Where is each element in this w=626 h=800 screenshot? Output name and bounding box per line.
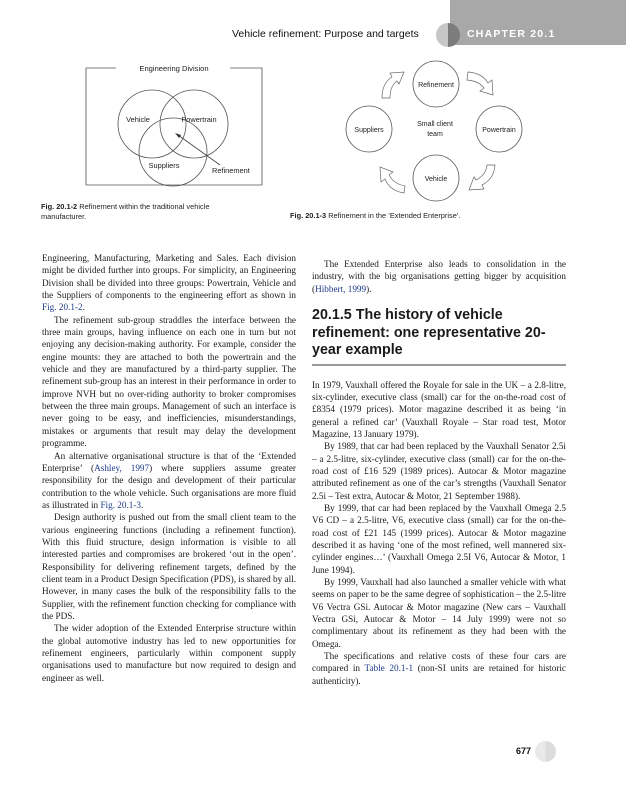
paragraph: The Extended Enterprise also leads to consolidation in the industry, with the big organisations getting bigger by acquisition (Hibbert, 1999).: [312, 259, 566, 294]
header-disc-ornament: [436, 23, 460, 47]
circle-suppliers: [139, 118, 207, 186]
label-suppliers: Suppliers: [148, 161, 180, 170]
label-vehicle: Vehicle: [126, 115, 150, 124]
paragraph: By 1999, that car had been replaced by the Vauxhall Omega 2.5 V6 CD – a 2.5-litre, V6, executive class (small) car for the on-the-road cost of £21 145 (1999 prices). Autocar & Motor magazine described it as having ‘one of the most refined, well mannered six-cylinder engines…’ (Vauxhall Omega 2.5I V6, Autocar & Motor, 1 June 1994).: [312, 502, 566, 575]
node-suppliers-label: Suppliers: [354, 127, 384, 134]
chapter-label: CHAPTER 20.1: [467, 28, 556, 40]
arrow-refinement-to-powertrain: [467, 72, 493, 95]
paragraph: In 1979, Vauxhall offered the Royale for sale in the UK – a 2.8-litre, six-cylinder, executive class (small) car for the on-the-road cost of £8354 (1979 prices). Motor magazine described it as being ‘in general a refined car’ (Vauxhall Royale – Star road test, Motor Magazine, 13 January 1979).: [312, 379, 566, 439]
center-label-line2: team: [427, 131, 443, 138]
circle-powertrain: [160, 90, 228, 158]
circle-vehicle: [118, 90, 186, 158]
right-column: [312, 258, 566, 687]
figure-extended-enterprise: [330, 55, 560, 205]
paragraph: An alternative organisational structure is that of the ‘Extended Enterprise’ (Ashley, 1997) where suppliers assume greater responsibility for the design and development of their particular contribution to the whole vehicle. Such organisations are more fluid as illustrated in Fig. 20.1-3.: [42, 450, 296, 510]
citation-link[interactable]: Ashley, 1997: [94, 462, 150, 473]
left-column: [42, 252, 296, 684]
citation-link[interactable]: Hibbert, 1999: [315, 283, 367, 294]
caption-number: Fig. 20.1-2: [41, 202, 78, 211]
label-powertrain: Powertrain: [181, 115, 217, 124]
page-number: 677: [516, 746, 532, 756]
figure-link[interactable]: Fig. 20.1-2: [42, 302, 83, 313]
arrow-vehicle-to-suppliers: [380, 167, 405, 193]
paragraph: Engineering, Manufacturing, Marketing and Sales. Each division might be divided further into groups. For simplicity, an Engineering Division shall be divided into three groups: Powertrain, Vehicle and the Suppliers of components to the engineering effort as shown in Fig. 20.1-2.: [42, 253, 296, 313]
figure-link[interactable]: Fig. 20.1-3: [100, 499, 142, 510]
caption-text: Refinement in the ‘Extended Enterprise’.: [326, 211, 461, 220]
label-refinement: Refinement: [212, 166, 250, 175]
paragraph: The wider adoption of the Extended Enterprise structure within the global automotive industry has led to new opportunities for refinement engineers, particularly within component supply organisations used to manufacture but now required to design and engineer as well.: [42, 623, 296, 683]
refinement-pointer: [178, 135, 220, 165]
table-link[interactable]: Table 20.1-1: [364, 663, 414, 674]
figure-engineering-division: [80, 58, 270, 198]
paragraph: The refinement sub-group straddles the interface between the three main groups, having influence on each one in turn but not enjoying any decision-making authority. For example, consider the engine mounts: they are attached to both the powertrain and the vehicle and they are manufactured by a third-party supplier. The refinement sub-group has an interest in their performance in order to improve NVH but no over-riding authority to broker compromises between the three main groups. Management of such an interface is never going to be easy, and inefficiencies, misunderstandings, mistakes or arguments that result may delay the development programme.: [42, 314, 296, 449]
paragraph: Design authority is pushed out from the small client team to the various engineering functions (including a refinement function). With this fluid structure, design information is visible to all interested parties and compromises are brokered ‘out in the open’. Responsibility for delivering refinement targets, defined by the client team in a Product Design Specification (PDS), is shared by all. However, in many cases the bulk of the responsibility falls to the Supplier, with the refinement function checking for compliance with the PDS.: [42, 512, 296, 621]
figure-caption-20-1-2: [41, 202, 256, 221]
node-refinement-label: Refinement: [418, 82, 454, 89]
paragraph: By 1989, that car had been replaced by the Vauxhall Senator 2.5i – a 2.5-litre, six-cylinder, executive class (small) car for the on-the-road cost of £16 529 (1989 prices). Autocar & Motor magazine attributed refinement as one of the car’s strengths (Vauxhall Senator 2.5i – Test extra, Autocar & Motor, 21 September 1988).: [312, 441, 566, 501]
running-title: Vehicle refinement: Purpose and targets: [232, 28, 419, 40]
arrow-powertrain-to-vehicle: [469, 165, 495, 190]
section-heading: 20.1.5 The history of vehicle refinement: one representative 20-year example: [312, 307, 566, 366]
page-number-disc: [535, 741, 556, 762]
paragraph: The specifications and relative costs of these four cars are compared in Table 20.1-1 (non-SI units are retained for historic authenticity).: [312, 651, 566, 686]
caption-number: Fig. 20.1-3: [290, 211, 327, 220]
division-title: Engineering Division: [139, 64, 209, 73]
node-powertrain-label: Powertrain: [482, 127, 516, 134]
pointer-arrowhead: [175, 133, 181, 138]
node-vehicle-label: Vehicle: [424, 176, 448, 183]
arrow-suppliers-to-refinement: [382, 72, 404, 98]
paragraph: By 1999, Vauxhall had also launched a smaller vehicle with what seems on paper to be the same degree of sophistication – the 2.5-litre V6 Vectra GSi. Autocar & Motor magazine (New cars – Vauxhall Vectra GSi, Autocar & Motor – 14 July 1999) were not so complimentary about its refinement as they had been with the Omega.: [312, 577, 566, 649]
caption-text: Refinement within the traditional vehicle manufacturer.: [41, 202, 210, 221]
center-label-line1: Small client: [417, 121, 453, 128]
figure-caption-20-1-3: [290, 211, 590, 221]
